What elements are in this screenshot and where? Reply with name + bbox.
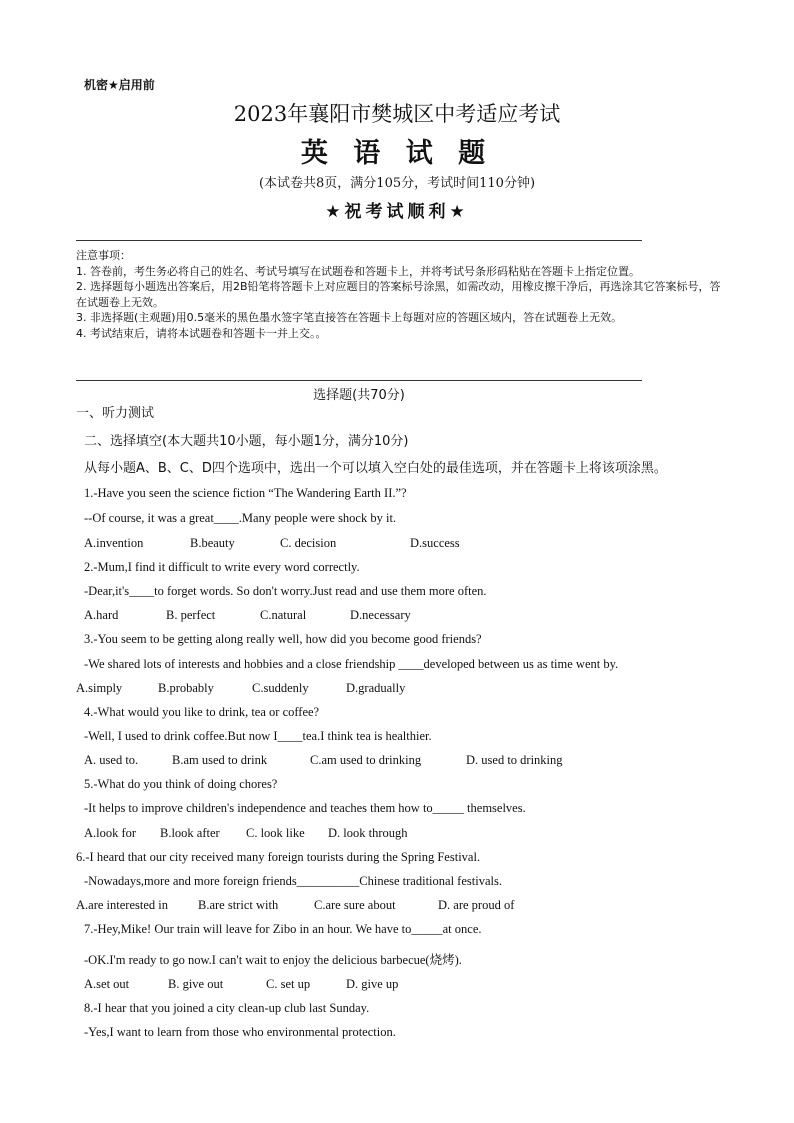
question-2-response: -Dear,it's____to forget words. So don't worry.Just read and use them more often.	[84, 584, 487, 598]
question-3-prompt: 3.-You seem to be getting along really well, how did you become good friends?	[84, 632, 482, 646]
question-5-response: -It helps to improve children's independence and teaches them how to_____ themselves.	[84, 801, 526, 815]
question-7-option-b: B. give out	[168, 977, 224, 991]
question-5-option-a: A.look for	[84, 826, 137, 840]
exam-title: 2023年襄阳市樊城区中考适应考试	[233, 102, 561, 126]
part-multiple-choice: 二、选择填空(本大题共10小题，每小题1分，满分10分)	[84, 434, 409, 449]
question-7-option-a: A.set out	[84, 977, 130, 991]
question-4-prompt: 4.-What would you like to drink, tea or coffee?	[84, 705, 320, 719]
note-item: 4. 考试结束后，请将本试题卷和答题卡一并上交。。	[76, 326, 327, 340]
question-6-prompt: 6.-I heard that our city received many foreign tourists during the Spring Festival.	[76, 850, 481, 864]
question-7-option-c: C. set up	[266, 977, 311, 991]
question-1-option-b: B.beauty	[190, 536, 235, 550]
confidential-label: 机密★启用前	[84, 78, 155, 92]
note-item: 3. 非选择题(主观题)用0.5毫米的黑色墨水签字笔直接答在答题卡上每题对应的答题区域内，答在试题卷上无效。	[76, 311, 623, 325]
question-5-option-b: B.look after	[160, 826, 220, 840]
good-luck-line: ★祝考试顺利★	[325, 202, 469, 222]
question-3-option-d: D.gradually	[346, 681, 406, 695]
question-2-option-d: D.necessary	[350, 608, 411, 622]
question-6-option-d: D. are proud of	[438, 898, 515, 912]
question-4-option-a: A. used to.	[84, 753, 139, 767]
question-3-option-a: A.simply	[76, 681, 123, 695]
question-1-option-a: A.invention	[84, 536, 144, 550]
section-heading: 选择题(共70分)	[313, 388, 405, 403]
question-4-option-b: B.am used to drink	[172, 753, 268, 767]
notes-heading: 注意事项：	[76, 249, 131, 262]
question-4-option-d: D. used to drinking	[466, 753, 563, 767]
question-1-response: --Of course, it was a great____.Many people were shock by it.	[84, 511, 397, 525]
question-5-option-c: C. look like	[246, 826, 305, 840]
question-1-prompt: 1.-Have you seen the science fiction “The Wandering Earth II.”?	[84, 486, 407, 500]
top-divider	[76, 240, 642, 241]
part-listening: 一、听力测试	[76, 406, 155, 421]
question-2-option-b: B. perfect	[166, 608, 216, 622]
exam-info: (本试卷共8页，满分105分，考试时间110分钟)	[258, 176, 536, 191]
question-3-option-c: C.suddenly	[252, 681, 309, 695]
question-4-response: -Well, I used to drink coffee.But now I____tea.I think tea is healthier.	[84, 729, 432, 743]
question-8-prompt: 8.-I hear that you joined a city clean-up club last Sunday.	[84, 1001, 370, 1015]
question-1-option-c: C. decision	[280, 536, 337, 550]
notes-block	[76, 248, 726, 342]
question-6-option-a: A.are interested in	[76, 898, 168, 912]
note-item: 2. 选择题每小题选出答案后，用2B铅笔将答题卡上对应题目的答案标号涂黑，如需改动，用橡皮擦干净后，再选涂其它答案标号，答在试题卷上无效。	[76, 280, 721, 309]
question-8-response: -Yes,I want to learn from those who environmental protection.	[84, 1025, 396, 1039]
note-item: 1. 答卷前，考生务必将自己的姓名、考试号填写在试题卷和答题卡上，并将考试号条形码粘贴在答题卡上指定位置。	[76, 264, 640, 278]
bottom-divider	[76, 380, 642, 381]
question-1-option-d: D.success	[410, 536, 460, 550]
question-2-option-a: A.hard	[84, 608, 119, 622]
question-5-option-d: D. look through	[328, 826, 408, 840]
question-7-response: -OK.I'm ready to go now.I can't wait to enjoy the delicious barbecue(烧烤).	[84, 953, 462, 967]
question-6-response: -Nowadays,more and more foreign friends__________Chinese traditional festivals.	[84, 874, 502, 888]
question-5-prompt: 5.-What do you think of doing chores?	[84, 777, 278, 791]
question-7-option-d: D. give up	[346, 977, 399, 991]
question-6-option-c: C.are sure about	[314, 898, 396, 912]
question-7-prompt: 7.-Hey,Mike! Our train will leave for Zibo in an hour. We have to_____at once.	[84, 922, 482, 936]
question-2-option-c: C.natural	[260, 608, 307, 622]
question-4-option-c: C.am used to drinking	[310, 753, 422, 767]
question-3-option-b: B.probably	[158, 681, 214, 695]
question-2-prompt: 2.-Mum,I find it difficult to write every word correctly.	[84, 560, 360, 574]
part-instruction: 从每小题A、B、C、D四个选项中，选出一个可以填入空白处的最佳选项，并在答题卡上将该项涂黑。	[84, 461, 667, 476]
question-6-option-b: B.are strict with	[198, 898, 279, 912]
question-3-response: -We shared lots of interests and hobbies and a close friendship ____developed between us as time went by.	[84, 657, 619, 671]
subject-title: 英 语 试 题	[300, 138, 494, 169]
